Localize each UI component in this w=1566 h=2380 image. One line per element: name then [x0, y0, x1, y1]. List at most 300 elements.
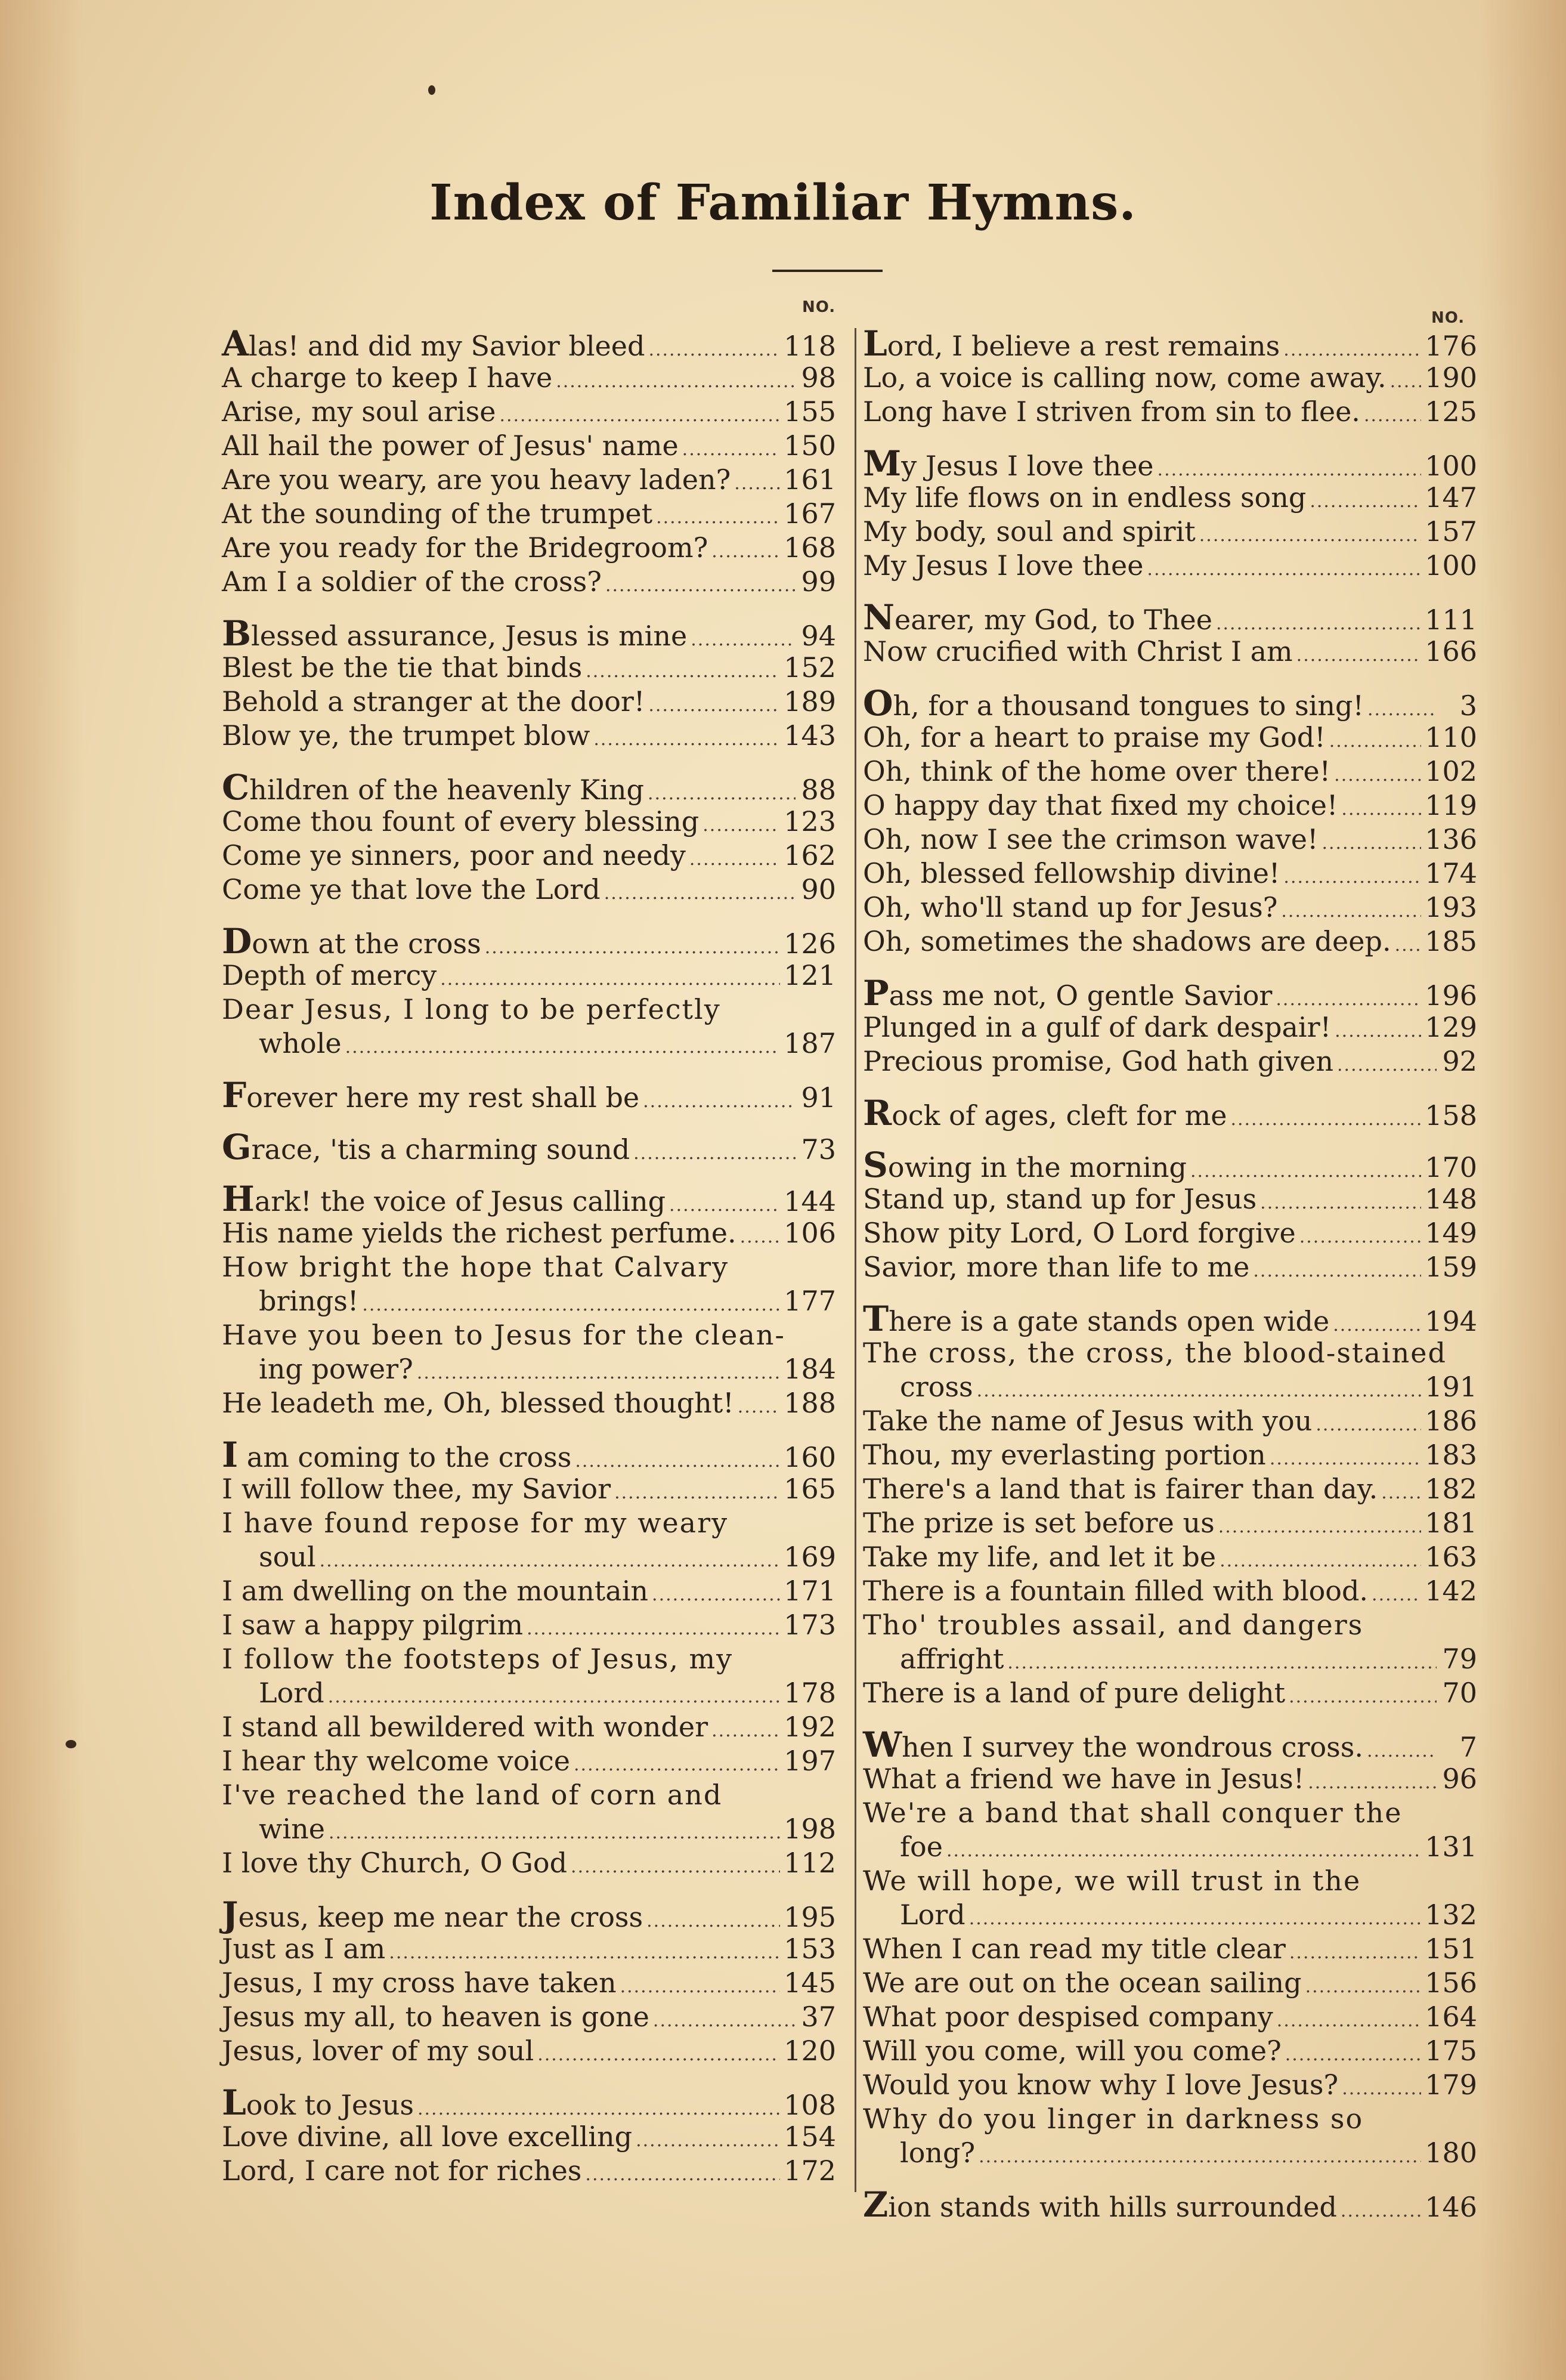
dot-leader — [1305, 1970, 1422, 2004]
hymn-number: 167 — [784, 497, 836, 530]
hymn-number: 73 — [801, 1133, 836, 1166]
hymn-title: Plunged in a gulf of dark despair! — [863, 1011, 1332, 1043]
hymn-entry — [222, 1642, 836, 1710]
hymn-title-continued: Lord — [900, 1899, 965, 1931]
hymn-title: At the sounding of the trumpet — [222, 497, 653, 530]
hymn-title: Jesus my all, to heaven is gone — [222, 2001, 649, 2033]
hymn-entry — [222, 1894, 836, 1935]
hymn-number: 185 — [1425, 925, 1477, 957]
ink-speck — [66, 1740, 76, 1748]
hymn-title: Come thou fount of every blessing — [222, 805, 700, 837]
hymn-number: 182 — [1425, 1473, 1477, 1505]
hymn-number: 165 — [784, 1473, 836, 1505]
hymn-number: 154 — [784, 2121, 836, 2153]
left-column-no-label: NO. — [802, 298, 836, 316]
hymn-title: Take the name of Jesus with you — [863, 1405, 1313, 1437]
hymn-title: Arise, my soul arise — [222, 395, 496, 428]
dot-leader — [1316, 1408, 1421, 1442]
hymn-entry — [863, 1093, 1477, 1133]
dot-leader — [620, 1970, 781, 2004]
hymn-number: 197 — [784, 1745, 836, 1777]
hymn-number: 149 — [1425, 1217, 1477, 1249]
index-group-a — [222, 323, 836, 599]
hymn-number: 129 — [1425, 1011, 1477, 1043]
hymn-title: Are you weary, are you heavy laden? — [222, 463, 731, 496]
hymn-title: Down at the cross — [222, 921, 481, 962]
hymn-title: All hail the power of Jesus' name — [222, 429, 679, 462]
hymn-entry — [863, 925, 1477, 959]
hymn-title: Blessed assurance, Jesus is mine — [222, 613, 688, 654]
dot-leader — [1372, 1578, 1421, 1612]
hymn-number: 157 — [1425, 515, 1477, 548]
hymn-title: Tho' troubles assail, and dangers — [863, 1609, 1364, 1641]
hymn-entry — [863, 1145, 1477, 1185]
hymn-title: Oh, for a thousand tongues to sing! — [863, 683, 1364, 724]
hymn-number: 168 — [784, 531, 836, 564]
hymn-number: 181 — [1425, 1507, 1477, 1539]
hymn-number: 88 — [801, 774, 836, 806]
hymn-title: Stand up, stand up for Jesus — [863, 1183, 1257, 1215]
dot-leader — [362, 1288, 780, 1322]
dot-leader — [1260, 1186, 1421, 1220]
right-column — [863, 323, 1477, 2240]
hymn-number: 164 — [1425, 2001, 1477, 2033]
hymn-entry — [863, 1216, 1477, 1250]
hymn-title: When I survey the wondrous cross. — [863, 1724, 1363, 1765]
hymn-entry — [222, 463, 836, 497]
hymn-title: Are you ready for the Bridegroom? — [222, 531, 708, 564]
hymn-title: Oh, sometimes the shadows are deep. — [863, 925, 1391, 957]
hymn-number: 132 — [1425, 1899, 1477, 1931]
hymn-title: I have found repose for my weary — [222, 1507, 729, 1539]
hymn-title-continued: cross — [900, 1371, 973, 1403]
hymn-number: 190 — [1425, 361, 1477, 394]
index-group-f — [222, 1075, 836, 1115]
group-initial-letter: D — [222, 921, 252, 962]
hymn-number: 99 — [801, 565, 836, 598]
index-group-o — [863, 683, 1477, 959]
group-initial-letter: N — [863, 597, 895, 638]
column-divider — [855, 328, 856, 2192]
hymn-number: 131 — [1425, 1831, 1477, 1863]
group-initial-letter: J — [222, 1894, 239, 1935]
hymn-entry — [863, 1966, 1477, 2000]
hymn-title: His name yields the richest perfume. — [222, 1217, 736, 1249]
group-initial-letter: H — [222, 1179, 255, 1219]
dot-leader — [1289, 1936, 1421, 1970]
hymn-number: 170 — [1425, 1151, 1477, 1183]
hymn-entry — [222, 1506, 836, 1574]
hymn-number: 3 — [1459, 690, 1477, 722]
hymn-title: Why do you linger in darkness so — [863, 2103, 1364, 2135]
hymn-entry — [863, 515, 1477, 549]
hymn-title: Lord, I care not for riches — [222, 2155, 582, 2187]
hymn-title: I saw a happy pilgrim — [222, 1609, 524, 1641]
hymn-entry — [863, 1250, 1477, 1284]
hymn-number: 196 — [1425, 979, 1477, 1012]
hymn-title: Oh, for a heart to praise my God! — [863, 721, 1326, 753]
hymn-number: 193 — [1425, 891, 1477, 923]
hymn-number: 171 — [784, 1575, 836, 1607]
hymn-title: There's a land that is fairer than day. — [863, 1473, 1378, 1505]
dot-leader — [1329, 724, 1421, 758]
hymn-title: The cross, the cross, the blood-stained — [863, 1337, 1447, 1369]
hymn-entry — [222, 531, 836, 565]
group-initial-letter: T — [863, 1299, 889, 1339]
hymn-number: 90 — [801, 873, 836, 905]
hymn-entry — [222, 1127, 836, 1167]
hymn-entry — [222, 2082, 836, 2123]
hymn-title: Just as I am — [222, 1933, 386, 1965]
hymn-title-continued: brings! — [259, 1285, 359, 1317]
group-initial-letter: C — [222, 767, 250, 808]
dot-leader — [1308, 1766, 1437, 1800]
dot-leader — [636, 2124, 780, 2158]
hymn-title: Come ye sinners, poor and needy — [222, 839, 686, 871]
hymn-title: Jesus, lover of my soul — [222, 2035, 534, 2067]
hymn-entry — [863, 973, 1477, 1013]
dot-leader — [1310, 484, 1421, 518]
hymn-number: 102 — [1425, 755, 1477, 787]
dot-leader — [946, 1834, 1421, 1868]
hymn-number: 126 — [784, 928, 836, 960]
hymn-entry — [222, 1966, 836, 2000]
hymn-number: 187 — [784, 1027, 836, 1059]
dot-leader — [571, 1850, 780, 1884]
group-initial-letter: R — [863, 1093, 892, 1133]
hymn-title: Oh, who'll stand up for Jesus? — [863, 891, 1278, 923]
hymn-number: 158 — [1425, 1099, 1477, 1132]
hymn-entry — [863, 721, 1477, 755]
hymn-entry — [863, 1472, 1477, 1506]
dot-leader — [585, 2158, 780, 2192]
group-initial-letter: L — [222, 2082, 246, 2123]
page-title: Index of Familiar Hymns. — [429, 174, 1137, 231]
dot-leader — [653, 2004, 796, 2038]
dot-leader — [1337, 1048, 1437, 1082]
hymn-entry — [863, 2184, 1477, 2225]
hymn-number: 119 — [1425, 789, 1477, 821]
hymn-title-continued: ing power? — [259, 1353, 413, 1385]
hymn-number: 121 — [784, 959, 836, 991]
hymn-title: Long have I striven from sin to flee. — [863, 395, 1360, 428]
hymn-number: 155 — [784, 395, 836, 428]
hymn-number: 177 — [784, 1285, 836, 1317]
index-group-l — [863, 323, 1477, 429]
dot-leader — [1147, 552, 1421, 586]
hymn-title: Come ye that love the Lord — [222, 873, 601, 905]
hymn-title: Oh, now I see the crimson wave! — [863, 823, 1319, 855]
dot-leader — [1334, 758, 1421, 792]
hymn-entry — [222, 805, 836, 839]
hymn-title-continued: long? — [900, 2137, 976, 2169]
hymn-number: 174 — [1425, 857, 1477, 889]
hymn-entry — [222, 839, 836, 873]
hymn-entry — [222, 1932, 836, 1966]
hymn-entry — [863, 1724, 1477, 1765]
dot-leader — [1299, 1220, 1421, 1254]
group-initial-letter: O — [863, 683, 893, 724]
group-initial-letter: A — [222, 323, 249, 364]
hymn-title: I will follow thee, my Savior — [222, 1473, 611, 1505]
group-initial-letter: I — [222, 1435, 239, 1475]
hymn-number: 156 — [1425, 1967, 1477, 1999]
hymn-number: 161 — [784, 463, 836, 496]
hymn-number: 91 — [801, 1081, 836, 1114]
hymn-number: 189 — [784, 685, 836, 718]
hymn-entry — [863, 857, 1477, 891]
hymn-entry — [222, 2154, 836, 2188]
group-initial-letter: B — [222, 613, 252, 654]
hymn-title: Thou, my everlasting portion — [863, 1439, 1266, 1471]
hymn-title: I love thy Church, O God — [222, 1847, 568, 1879]
hymn-number: 142 — [1425, 1575, 1477, 1607]
hymn-entry — [863, 549, 1477, 583]
hymn-entry — [863, 2034, 1477, 2068]
dot-leader — [1277, 2004, 1421, 2038]
hymn-number: 120 — [784, 2035, 836, 2067]
hymn-entry — [222, 651, 836, 685]
index-group-d — [222, 921, 836, 1061]
hymn-number: 144 — [784, 1185, 836, 1217]
hymn-title: Jesus, keep me near the cross — [222, 1894, 643, 1935]
group-initial-letter: P — [863, 973, 889, 1013]
dot-leader — [1220, 1544, 1421, 1578]
hymn-entry — [863, 789, 1477, 823]
group-initial-letter: M — [863, 443, 902, 484]
hymn-number: 179 — [1425, 2069, 1477, 2101]
hymn-title: Hark! the voice of Jesus calling — [222, 1179, 666, 1219]
hymn-number: 123 — [784, 805, 836, 837]
hymn-entry — [222, 767, 836, 808]
hymn-number: 160 — [784, 1441, 836, 1473]
dot-leader — [499, 398, 780, 432]
dot-leader — [1283, 860, 1421, 894]
hymn-number: 145 — [784, 1967, 836, 1999]
hymn-number: 148 — [1425, 1183, 1477, 1215]
hymn-entry — [863, 1762, 1477, 1796]
hymn-entry — [222, 1216, 836, 1250]
hymn-number: 166 — [1425, 635, 1477, 667]
hymn-title: My body, soul and spirit — [863, 515, 1196, 548]
dot-leader — [977, 1374, 1422, 1408]
hymn-title: Forever here my rest shall be — [222, 1075, 640, 1115]
hymn-number: 96 — [1442, 1763, 1477, 1795]
dot-leader — [652, 1578, 780, 1612]
hymn-title: Will you come, will you come? — [863, 2035, 1282, 2067]
hymn-entry — [863, 2102, 1477, 2170]
hymn-title: He leadeth me, Oh, blessed thought! — [222, 1387, 734, 1419]
hymn-title: We are out on the ocean sailing — [863, 1967, 1302, 1999]
hymn-entry — [222, 613, 836, 654]
hymn-number: 172 — [784, 2155, 836, 2187]
dot-leader — [604, 876, 796, 910]
hymn-entry — [222, 685, 836, 719]
hymn-entry — [222, 395, 836, 429]
hymn-entry — [222, 873, 836, 907]
hymn-entry — [863, 361, 1477, 395]
hymn-entry — [222, 921, 836, 962]
hymn-entry — [863, 1182, 1477, 1216]
hymn-entry — [863, 635, 1477, 669]
dot-leader — [614, 1476, 780, 1510]
hymn-title: Rock of ages, cleft for me — [863, 1093, 1227, 1133]
hymn-title: I follow the footsteps of Jesus, my — [222, 1643, 734, 1675]
index-group-r — [863, 1093, 1477, 1133]
hymn-number: 191 — [1425, 1371, 1477, 1403]
hymn-title: Take my life, and let it be — [863, 1541, 1217, 1573]
hymn-entry — [863, 2068, 1477, 2102]
hymn-number: 106 — [784, 1217, 836, 1249]
hymn-title: Lord, I believe a rest remains — [863, 323, 1280, 364]
hymn-title-continued: wine — [259, 1813, 325, 1845]
hymn-entry — [222, 1435, 836, 1475]
hymn-number: 194 — [1425, 1305, 1477, 1337]
hymn-entry — [222, 1710, 836, 1744]
hymn-title: We will hope, we will trust in the — [863, 1865, 1361, 1897]
dot-leader — [1381, 1476, 1421, 1510]
hymn-entry — [222, 2120, 836, 2154]
hymn-number: 147 — [1425, 481, 1477, 514]
hymn-entry — [222, 323, 836, 364]
hymn-number: 184 — [784, 1353, 836, 1385]
hymn-number: 176 — [1425, 330, 1477, 362]
dot-leader — [574, 1748, 780, 1782]
hymn-title: My life flows on in endless song — [863, 481, 1307, 514]
dot-leader — [1335, 1014, 1421, 1048]
hymn-number: 108 — [784, 2089, 836, 2121]
group-initial-letter: F — [222, 1075, 247, 1115]
hymn-entry — [222, 1386, 836, 1420]
hymn-number: 183 — [1425, 1439, 1477, 1471]
hymn-title: I am coming to the cross — [222, 1435, 572, 1475]
hymn-entry — [863, 1044, 1477, 1078]
hymn-entry — [863, 823, 1477, 857]
hymn-entry — [863, 1299, 1477, 1339]
hymn-entry — [863, 755, 1477, 789]
hymn-title: Pass me not, O gentle Savior — [863, 973, 1273, 1013]
group-initial-letter: L — [863, 323, 887, 364]
dot-leader — [979, 2140, 1421, 2174]
dot-leader — [1390, 364, 1422, 398]
dot-leader — [417, 1356, 780, 1390]
dot-leader — [527, 1612, 780, 1646]
index-group-m — [863, 443, 1477, 583]
hymn-entry — [222, 1744, 836, 1778]
hymn-number: 110 — [1425, 721, 1477, 753]
index-group-h — [222, 1179, 836, 1420]
hymn-entry — [863, 1010, 1477, 1044]
hymn-title: The prize is set before us — [863, 1507, 1215, 1539]
hymn-title: Would you know why I love Jesus? — [863, 2069, 1339, 2101]
hymn-number: 125 — [1425, 395, 1477, 428]
hymn-title: Look to Jesus — [222, 2082, 414, 2123]
hymn-entry — [863, 1574, 1477, 1608]
dot-leader — [648, 688, 780, 722]
hymn-number: 146 — [1425, 2191, 1477, 2223]
index-group-l — [222, 2082, 836, 2188]
hymn-title: Jesus, I my cross have taken — [222, 1967, 617, 1999]
hymn-title-continued: affright — [900, 1643, 1004, 1675]
index-group-c — [222, 767, 836, 907]
hymn-title: Blest be the tie that binds — [222, 651, 583, 684]
left-column — [222, 323, 836, 2206]
index-group-p — [863, 973, 1477, 1078]
dot-leader — [740, 1220, 781, 1254]
index-group-n — [863, 597, 1477, 669]
hymn-entry — [222, 1250, 836, 1318]
hymn-title: Savior, more than life to me — [863, 1251, 1250, 1283]
index-group-w — [863, 1724, 1477, 2170]
hymn-entry — [222, 959, 836, 993]
hymn-title: Precious promise, God hath given — [863, 1045, 1334, 1077]
hymn-entry — [222, 2034, 836, 2068]
hymn-number: 70 — [1442, 1677, 1477, 1709]
hymn-entry — [222, 1846, 836, 1880]
hymn-entry — [222, 1574, 836, 1608]
hymn-number: 173 — [784, 1609, 836, 1641]
hymn-title-continued: soul — [259, 1541, 316, 1573]
dot-leader — [1199, 518, 1421, 552]
hymn-number: 180 — [1425, 2137, 1477, 2169]
hymn-title: Have you been to Jesus for the clean- — [222, 1319, 785, 1351]
hymn-title: Show pity Lord, O Lord forgive — [863, 1217, 1296, 1249]
dot-leader — [1253, 1254, 1421, 1288]
dot-leader — [1341, 2194, 1421, 2228]
hymn-title: Alas! and did my Savior bleed — [222, 323, 645, 364]
hymn-title: Grace, 'tis a charming sound — [222, 1127, 630, 1167]
dot-leader — [593, 722, 780, 756]
hymn-number: 100 — [1425, 549, 1477, 582]
hymn-number: 163 — [1425, 1541, 1477, 1573]
hymn-entry — [863, 597, 1477, 638]
hymn-title: Love divine, all love excelling — [222, 2121, 633, 2153]
hymn-title: Zion stands with hills surrounded — [863, 2184, 1337, 2225]
hymn-title: Oh, blessed fellowship divine! — [863, 857, 1280, 889]
dot-leader — [329, 1816, 780, 1850]
dot-leader — [440, 962, 780, 996]
hymn-entry — [222, 565, 836, 599]
hymn-title: When I can read my title clear — [863, 1933, 1286, 1965]
hymn-entry — [863, 1796, 1477, 1864]
hymn-number: 143 — [784, 719, 836, 752]
hymn-title: I am dwelling on the mountain — [222, 1575, 649, 1607]
hymn-entry — [863, 891, 1477, 925]
hymn-number: 178 — [784, 1677, 836, 1709]
dot-leader — [1321, 826, 1421, 860]
hymn-entry — [863, 395, 1477, 429]
dot-leader — [556, 364, 796, 398]
ink-speck — [428, 85, 435, 95]
group-initial-letter: Z — [863, 2184, 889, 2225]
dot-leader — [605, 568, 796, 602]
hymn-number: 37 — [801, 2001, 836, 2033]
hymn-title: What poor despised company — [863, 2001, 1273, 2033]
hymn-title: Blow ye, the trumpet blow — [222, 719, 590, 752]
hymn-title: Children of the heavenly King — [222, 767, 645, 808]
hymn-entry — [222, 1075, 836, 1115]
dot-leader — [702, 808, 780, 842]
index-group-j — [222, 1894, 836, 2068]
hymn-title-continued: whole — [259, 1027, 342, 1059]
hymn-title: I've reached the land of corn and — [222, 1779, 723, 1811]
hymn-entry — [863, 1676, 1477, 1710]
hymn-entry — [863, 1932, 1477, 1966]
hymn-number: 152 — [784, 651, 836, 684]
group-initial-letter: W — [863, 1724, 902, 1765]
dot-leader — [738, 1390, 780, 1424]
hymn-number: 162 — [784, 839, 836, 871]
